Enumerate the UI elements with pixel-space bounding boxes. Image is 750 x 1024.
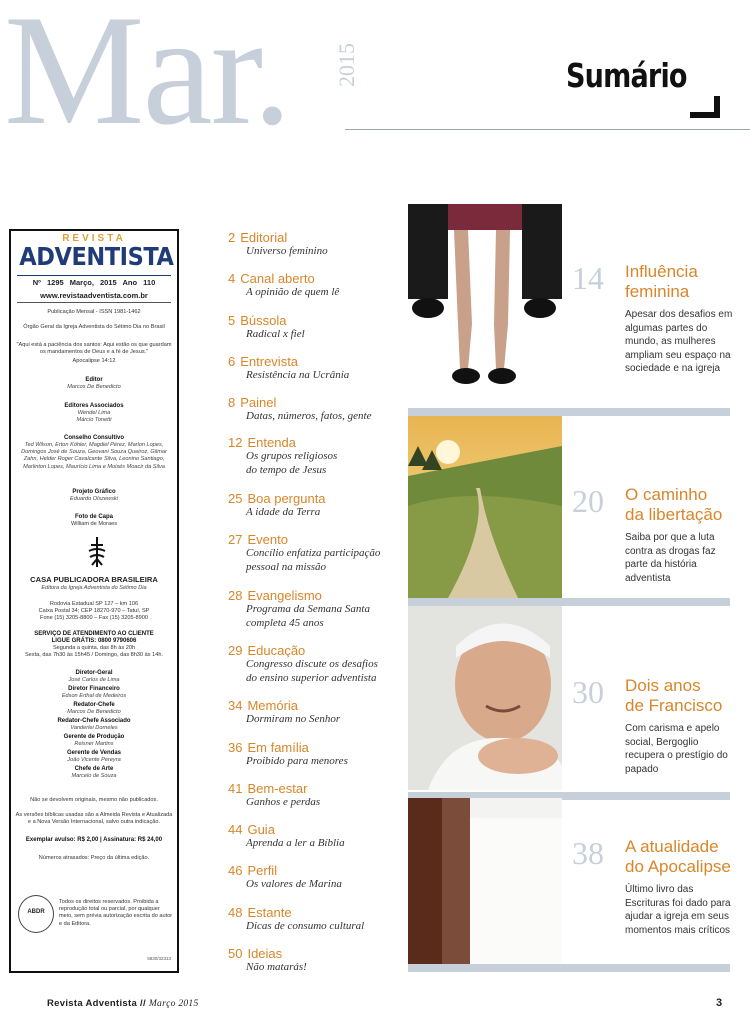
feature-description: Com carisma e apelo social, Bergoglio recupera o prestígio do papado [625, 723, 728, 775]
toc-page-number: 8 [228, 395, 236, 410]
toc-entry[interactable] [228, 863, 342, 892]
toc-entry-heading [228, 863, 342, 878]
editor-name: Marcos De Benedicto [67, 384, 121, 390]
toc-entry[interactable] [228, 435, 337, 477]
editor-label: Editor [85, 377, 103, 383]
footer-separator: // [137, 998, 149, 1009]
toc-subtitle: Não matarás! [246, 961, 307, 973]
gv-label: Gerente de Vendas [66, 750, 122, 756]
masthead-divider [17, 302, 171, 303]
month-title: Mar. [4, 0, 291, 158]
toc-subtitle: Proibido para menores [246, 755, 348, 767]
toc-entry-heading [228, 822, 345, 837]
toc-subtitle: Os valores de Marina [246, 878, 342, 890]
toc-section-title: Canal aberto [240, 271, 315, 286]
section-title: Sumário [566, 56, 687, 95]
assoc-label: Editores Associados [64, 403, 124, 409]
masthead-quote-ref: Apocalipse 14:12 [72, 358, 116, 364]
toc-subtitle: Os grupos religiosos [246, 450, 338, 462]
footer-magazine: Revista Adventista [47, 998, 138, 1009]
toc-section-title: Boa pergunta [247, 491, 326, 506]
toc-subtitle: Dormiram no Senhor [246, 713, 341, 725]
toc-entry[interactable] [228, 395, 371, 424]
toc-page-number: 4 [228, 271, 236, 286]
corner-mark [690, 96, 720, 118]
dg-name: José Carlos de Lima [68, 677, 120, 683]
design-name: Eduardo Olszewski [70, 496, 118, 502]
toc-page-number: 6 [228, 354, 236, 369]
feature-title[interactable]: O caminho da libertação [625, 485, 723, 524]
assoc-name-2: Márcio Tonetti [76, 417, 112, 423]
toc-entry[interactable] [228, 905, 364, 934]
toc-subtitle: Resistência na Ucrânia [246, 369, 350, 381]
df-label: Diretor Financeiro [68, 686, 120, 692]
gp-name: Reisner Martins [74, 741, 114, 747]
toc-entry[interactable] [228, 271, 339, 300]
cover-name: William de Moraes [70, 521, 117, 527]
toc-page-number: 34 [228, 698, 243, 713]
catalog-code: 5830/32313 [147, 956, 171, 961]
rca-name: Vanderlei Dorneles [70, 725, 118, 731]
feature-page-number: 20 [572, 483, 604, 519]
year-label: 2015 [334, 43, 359, 87]
toc-subtitle: completa 45 anos [246, 616, 324, 629]
toc-page-number: 36 [228, 740, 243, 755]
address-line-3: Fone (15) 3205-8800 – Fax (15) 3205-8900 [40, 615, 148, 621]
toc-subtitle: Radical x fiel [246, 328, 305, 340]
ca-name: Marcelo de Souza [71, 773, 117, 779]
feature-photo-apocalypse [408, 798, 562, 964]
toc-page-number: 12 [228, 435, 243, 450]
toc-section-title: Em família [247, 740, 309, 755]
toc-section-title: Evangelismo [247, 588, 322, 603]
toc-entry[interactable] [228, 822, 345, 851]
sac-hours-1: Segunda a quinta, das 8h às 20h [52, 645, 136, 651]
sac-label: SERVIÇO DE ATENDIMENTO AO CLIENTE [34, 631, 154, 637]
toc-entry[interactable] [228, 588, 370, 630]
dg-label: Diretor-Geral [75, 670, 113, 676]
toc-entry-heading [228, 588, 370, 603]
toc-section-title: Entenda [247, 435, 296, 450]
rc-label: Redator-Chefe [73, 702, 115, 708]
toc-section-title: Ideias [247, 946, 283, 961]
toc-section-title: Bússola [240, 313, 287, 328]
website-link[interactable]: www.revistaadventista.com.br [40, 291, 148, 300]
masthead-quote: "Aqui está a paciência dos santos: Aqui estão os que guardam os mandamentos de Deus e a fé de Jesus." [16, 342, 172, 356]
toc-entry-heading [228, 532, 380, 547]
price-info: Exemplar avulso: R$ 2,00 | Assinatura: R$ 24,00 [25, 837, 163, 843]
design-label: Projeto Gráfico [72, 489, 116, 495]
toc-subtitle: pessoal na missão [246, 560, 327, 573]
toc-section-title: Painel [240, 395, 277, 410]
cover-label: Foto de Capa [74, 514, 113, 520]
toc-page-number: 27 [228, 532, 243, 547]
feature-description: Último livro das Escrituras foi dado para ajudar a igreja em seus momentos mais críticos [625, 884, 731, 936]
feature-page-number: 38 [572, 835, 604, 871]
toc-subtitle: A opinião de quem lê [246, 286, 340, 298]
assoc-name-1: Wendel Lima [77, 410, 111, 416]
council-names: Ted Wilson, Erton Köhler, Magdiel Pérez, Marlon Lopes, Domingos José de Souza, Geovani Souza Queiroz, Gilmar Zahn, Helder Roger Cavalcante Silva, Leonino Santiago, Marlinton Lopes, Maurício Lima e Moisés Moacir da Silva [21, 442, 167, 470]
toc-entry[interactable] [228, 313, 305, 342]
toc-entry[interactable] [228, 781, 320, 810]
toc-subtitle: Universo feminino [246, 245, 328, 257]
issue-info: Nº 1295 Março, 2015 Ano 110 [32, 278, 156, 287]
toc-section-title: Educação [247, 643, 306, 658]
feature-photo-road [408, 416, 562, 598]
toc-page-number: 44 [228, 822, 243, 837]
masthead-bottom-rule [11, 971, 177, 973]
toc-section-title: Estante [247, 905, 292, 920]
toc-entry-heading [228, 354, 349, 369]
feature-photo-pope [408, 606, 562, 790]
toc-subtitle: A idade da Terra [246, 506, 321, 518]
toc-page-number: 5 [228, 313, 236, 328]
toc-subtitle: do tempo de Jesus [246, 463, 327, 476]
toc-section-title: Guia [247, 822, 275, 837]
feature-divider [408, 964, 730, 972]
feature-description: Saiba por que a luta contra as drogas faz parte da história adventista [625, 532, 716, 584]
council-label: Conselho Consultivo [64, 435, 124, 441]
header-rule [345, 129, 750, 130]
footer-date: Março 2015 [148, 999, 199, 1009]
publisher-sub: Editora da Igreja Adventista do Sétimo Dia [41, 585, 147, 591]
gv-name: João Vicente Pereyra [67, 757, 121, 763]
toc-entry-heading [228, 643, 378, 658]
toc-subtitle: Congresso discute os desafios [246, 658, 378, 670]
sac-hours-2: Sexta, das 7h30 às 15h45 / Domingo, das 8h30 às 14h. [24, 652, 164, 658]
page-footer [47, 998, 199, 1009]
toc-entry-heading [228, 698, 340, 713]
toc-page-number: 28 [228, 588, 243, 603]
df-name: Edson Erthal de Medeiros [61, 693, 127, 699]
back-issues-info: Números atrasados: Preço da última edição. [38, 855, 150, 861]
address-line-2: Caixa Postal 34; CEP 18270-970 – Tatuí, SP [38, 608, 150, 614]
publisher-name: CASA PUBLICADORA BRASILEIRA [30, 575, 158, 584]
feature-divider [408, 598, 730, 606]
note-originals: Não se devolvem originais, mesmo não publicados. [30, 797, 158, 803]
toc-entry[interactable] [228, 946, 307, 975]
address-line-1: Rodovia Estadual SP 127 – km 106 [49, 601, 139, 607]
abdr-seal [18, 895, 54, 933]
toc-page-number: 48 [228, 905, 243, 920]
logo-main-text: ADVENTISTA [19, 242, 174, 271]
toc-page-number: 25 [228, 491, 243, 506]
toc-entry[interactable] [228, 698, 340, 727]
toc-entry-heading [228, 781, 320, 796]
organ-info: Órgão Geral da Igreja Adventista do Sétimo Dia no Brasil [23, 324, 165, 330]
toc-entry-heading [228, 946, 307, 961]
toc-entry-heading [228, 435, 337, 450]
toc-section-title: Editorial [240, 230, 288, 245]
toc-page-number: 2 [228, 230, 236, 245]
toc-section-title: Evento [247, 532, 288, 547]
toc-section-title: Entrevista [240, 354, 299, 369]
masthead-top-rule [11, 229, 177, 231]
toc-page-number: 46 [228, 863, 243, 878]
toc-entry-heading [228, 313, 305, 328]
toc-entry-heading [228, 230, 328, 245]
toc-subtitle: Dicas de consumo cultural [246, 920, 365, 932]
toc-page-number: 29 [228, 643, 243, 658]
toc-entry-heading [228, 395, 371, 410]
logo-divider [17, 275, 171, 276]
toc-page-number: 50 [228, 946, 243, 961]
masthead [9, 229, 179, 973]
toc-section-title: Bem-estar [247, 781, 308, 796]
toc-entry-heading [228, 491, 326, 506]
publisher-emblem-icon [87, 537, 107, 567]
toc-entry[interactable] [228, 532, 380, 574]
toc-subtitle: Ganhos e perdas [246, 796, 321, 808]
toc-entry-heading [228, 905, 364, 920]
toc-entry[interactable] [228, 740, 348, 769]
feature-title[interactable]: A atualidade do Apocalipse [625, 837, 731, 876]
ca-label: Chefe de Arte [74, 766, 114, 772]
rc-name: Marcos De Benedicto [67, 709, 121, 715]
toc-subtitle: Aprenda a ler a Bíblia [246, 837, 345, 849]
feature-description: Apesar dos desafios em algumas partes do mundo, as mulheres ampliam seu espaço na sociedade e na igreja [625, 309, 733, 374]
toc-entry[interactable] [228, 354, 349, 383]
toc-subtitle: Programa da Semana Santa [246, 603, 370, 615]
toc-subtitle: do ensino superior adventista [246, 671, 377, 684]
abdr-seal-text: ABDR [27, 909, 45, 915]
rights-notice: Todos os direitos reservados. Proibida a reprodução total ou parcial, por qualquer meio, sem prévia autorização escrita do autor e da Editora. [59, 899, 173, 927]
feature-page-number: 30 [572, 674, 604, 710]
toc-entry[interactable] [228, 643, 378, 685]
toc-subtitle: Datas, números, fatos, gente [246, 410, 372, 422]
feature-photo-women [408, 204, 562, 400]
sac-phone: LIGUE GRÁTIS: 0800 9790606 [51, 638, 137, 644]
toc-page-number: 41 [228, 781, 243, 796]
logo-top-text: REVISTA [62, 233, 126, 244]
feature-page-number: 14 [572, 260, 604, 296]
toc-entry[interactable] [228, 230, 328, 259]
toc-entry-heading [228, 271, 339, 286]
feature-title[interactable]: Dois anos de Francisco [625, 676, 723, 715]
rca-label: Redator-Chefe Associado [57, 718, 131, 724]
feature-divider [408, 408, 730, 416]
feature-title[interactable]: Influência feminina [625, 262, 698, 301]
gp-label: Gerente de Produção [63, 734, 125, 740]
toc-entry[interactable] [228, 491, 326, 520]
toc-entry-heading [228, 740, 348, 755]
toc-subtitle: Concílio enfatiza participação [246, 547, 381, 559]
toc-section-title: Memória [247, 698, 299, 713]
note-versions: As versões bíblicas usadas são a Almeida Revista e Atualizada e a Nova Versão Internacional, salvo outra indicação. [15, 812, 173, 826]
page-number: 3 [716, 997, 723, 1009]
publication-info: Publicação Mensal - ISSN 1981-1462 [47, 309, 141, 315]
toc-section-title: Perfil [247, 863, 278, 878]
